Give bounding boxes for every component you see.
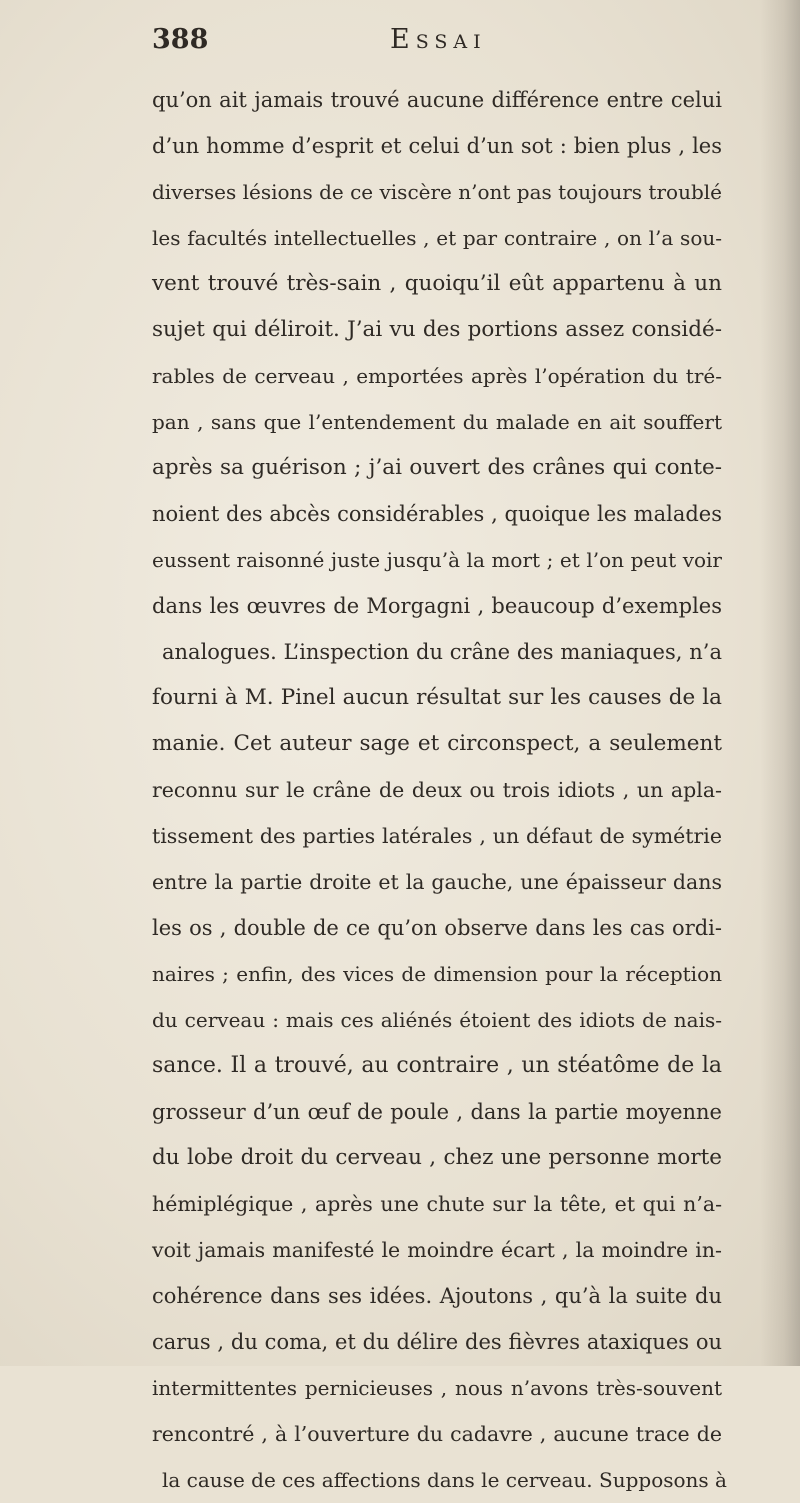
page-edge-shadow <box>760 0 800 1366</box>
text-line: les os , double de ce qu’on observe dans les cas ordi- <box>152 916 722 940</box>
text-line: rencontré , à l’ouverture du cadavre , aucune trace de <box>152 1422 722 1446</box>
text-line: manie. Cet auteur sage et circonspect, a seulement <box>152 731 722 756</box>
text-line: diverses lésions de ce viscère n’ont pas toujours troublé <box>152 180 722 204</box>
text-line: entre la partie droite et la gauche, une épaisseur dans <box>152 870 722 894</box>
text-line: eussent raisonné juste jusqu’à la mort ; et l’on peut voir <box>152 548 722 572</box>
body-text <box>152 77 727 1503</box>
text-line: naires ; enfin, des vices de dimension pour la réception <box>152 962 722 986</box>
text-line: les facultés intellectuelles , et par contraire , on l’a sou- <box>152 226 722 250</box>
text-line: grosseur d’un œuf de poule , dans la partie moyenne <box>152 1100 722 1124</box>
text-line: hémiplégique , après une chute sur la tête, et qui n’a- <box>152 1192 722 1216</box>
text-line: pan , sans que l’entendement du malade en ait souffert <box>152 410 722 434</box>
text-line: la cause de ces affections dans le cerveau. Supposons à <box>162 1468 727 1492</box>
text-line: sance. Il a trouvé, au contraire , un stéatôme de la <box>152 1053 722 1078</box>
text-line: dans les œuvres de Morgagni , beaucoup d’exemples <box>152 594 722 618</box>
page-number: 388 <box>152 24 209 55</box>
text-line: intermittentes pernicieuses , nous n’avons très-souvent <box>152 1376 722 1400</box>
text-line: reconnu sur le crâne de deux ou trois idiots , un apla- <box>152 778 722 802</box>
text-line: carus , du coma, et du délire des fièvres ataxiques ou <box>152 1330 722 1354</box>
text-line: après sa guérison ; j’ai ouvert des crânes qui conte- <box>152 455 722 480</box>
running-title: Essai <box>390 24 487 55</box>
page-header <box>152 20 712 60</box>
text-line: tissement des parties latérales , un défaut de symétrie <box>152 824 722 848</box>
text-line: vent trouvé très-sain , quoiqu’il eût appartenu à un <box>152 271 722 296</box>
text-line: voit jamais manifesté le moindre écart , la moindre in- <box>152 1238 722 1262</box>
text-line: du cerveau : mais ces aliénés étoient des idiots de nais- <box>152 1008 722 1032</box>
text-line: rables de cerveau , emportées après l’opération du tré- <box>152 364 722 388</box>
text-line: analogues. L’inspection du crâne des maniaques, n’a <box>162 640 722 664</box>
text-line: qu’on ait jamais trouvé aucune différence entre celui <box>152 88 722 112</box>
text-line: du lobe droit du cerveau , chez une personne morte <box>152 1145 722 1170</box>
text-line: sujet qui déliroit. J’ai vu des portions assez considé- <box>152 317 722 342</box>
text-line: cohérence dans ses idées. Ajoutons , qu’à la suite du <box>152 1284 722 1308</box>
text-line: fourni à M. Pinel aucun résultat sur les causes de la <box>152 685 722 710</box>
text-line: noient des abcès considérables , quoique les malades <box>152 502 722 526</box>
text-line: d’un homme d’esprit et celui d’un sot : bien plus , les <box>152 134 722 158</box>
